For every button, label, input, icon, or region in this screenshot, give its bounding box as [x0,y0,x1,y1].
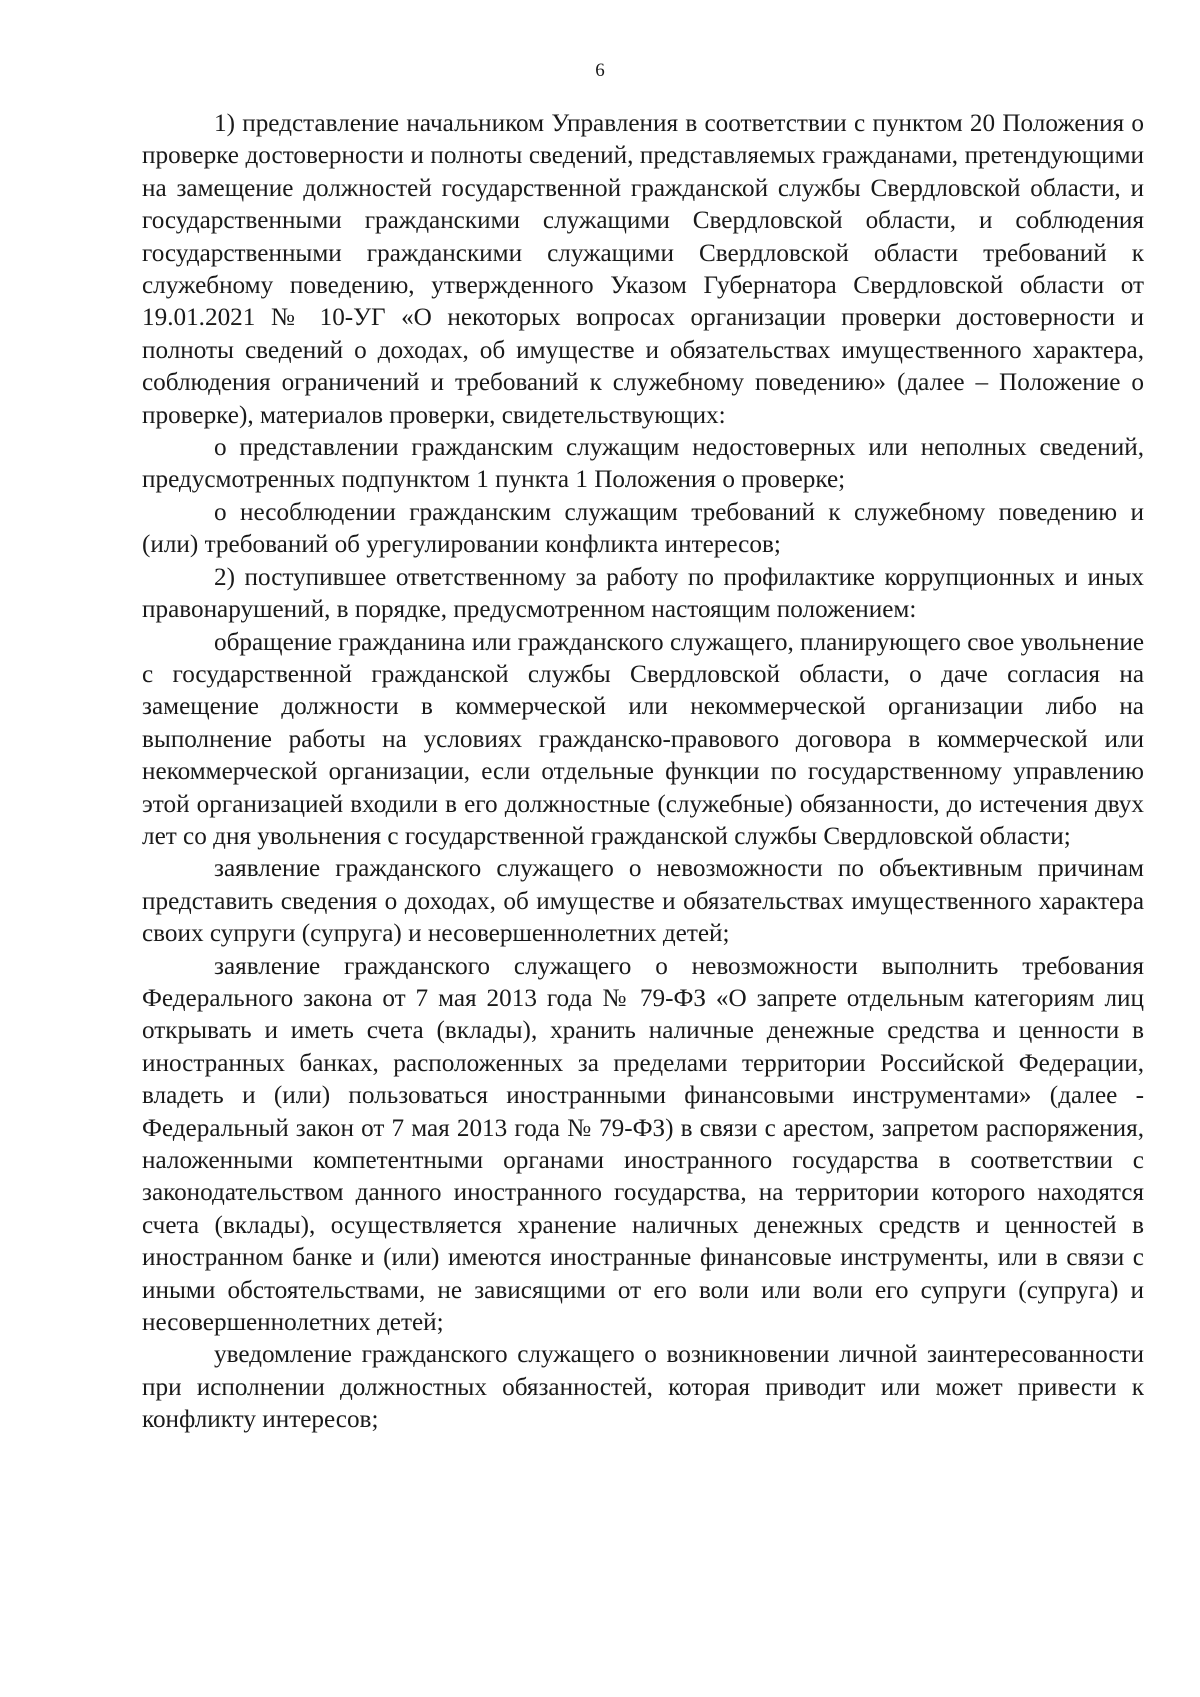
paragraph-unreliable-info: о представлении гражданским служащим недостоверных или неполных сведений, предусмотренных подпунктом 1 пункта 1 Положения о проверке; [142,434,1144,494]
paragraph-notification-interest: уведомление гражданского служащего о возникновении личной заинтересованности при исполнении должностных обязанностей, которая приводит или может привести к конфликту интересов; [142,1341,1144,1434]
paragraph-statement-foreign-accounts: заявление гражданского служащего о невозможности выполнить требования Федерального закона от 7 мая 2013 года № 79-ФЗ «О запрете отдельным категориям лиц открывать и иметь счета (вклады), хранить наличные денежные средства и ценности в иностранных банках, расположенных за пределами территории Российской Федерации, владеть и (или) пользоваться иностранными финансовыми инструментами» (далее - Федеральный закон от 7 мая 2013 года № 79-ФЗ) в связи с арестом, запретом распоряжения, наложенными компетентными органами иностранного государства в соответствии с законодательством данного иностранного государства, на территории которого находятся счета (вклады), осуществляется хранение наличных денежных средств и ценностей в иностранном банке и (или) имеются иностранные финансовые инструменты, или в связи с иными обстоятельствами, не зависящими от его воли или воли его супруги (супруга) и несовершеннолетних детей; [142,952,1144,1337]
paragraph-item-1-representation: 1) представление начальником Управления в соответствии с пунктом 20 Положения о проверке достоверности и полноты сведений, представляемых гражданами, претендующими на замещение должностей государственной гражданской службы Свердловской области, и государственными гражданскими служащими Свердловской области, и соблюдения государственными гражданскими служащими Свердловской области требований к служебному поведению, утвержденного Указом Губернатора Свердловской области от 19.01.2021 № 10-УГ «О некоторых вопросах организации проверки достоверности и полноты сведений о доходах, об имуществе и обязательствах имущественного характера, соблюдения ограничений и требований к служебному поведению» (далее – Положение о проверке), материалов проверки, свидетельствующих: [142,110,1144,429]
paragraph-statement-income: заявление гражданского служащего о невозможности по объективным причинам представить сведения о доходах, об имуществе и обязательствах имущественного характера своих супруги (супруга) и несовершеннолетних детей; [142,855,1144,948]
paragraph-item-2-received: 2) поступившее ответственному за работу по профилактике коррупционных и иных правонарушений, в порядке, предусмотренном настоящим положением: [142,563,1144,624]
page-number: 6 [595,60,605,81]
paragraph-appeal-dismissal: обращение гражданина или гражданского служащего, планирующего свое увольнение с государственной гражданской службы Свердловской области, о даче согласия на замещение должности в коммерческой или некоммерческой организации либо на выполнение работы на условиях гражданско-правового договора в коммерческой или некоммерческой организации, если отдельные функции по государственному управлению этой организацией входили в его должностные (служебные) обязанности, до истечения двух лет со дня увольнения с государственной гражданской службы Свердловской области; [142,628,1144,850]
document-body [142,108,1144,1437]
paragraph-noncompliance: о несоблюдении гражданским служащим требований к служебному поведению и (или) требований об урегулировании конфликта интересов; [142,498,1144,559]
